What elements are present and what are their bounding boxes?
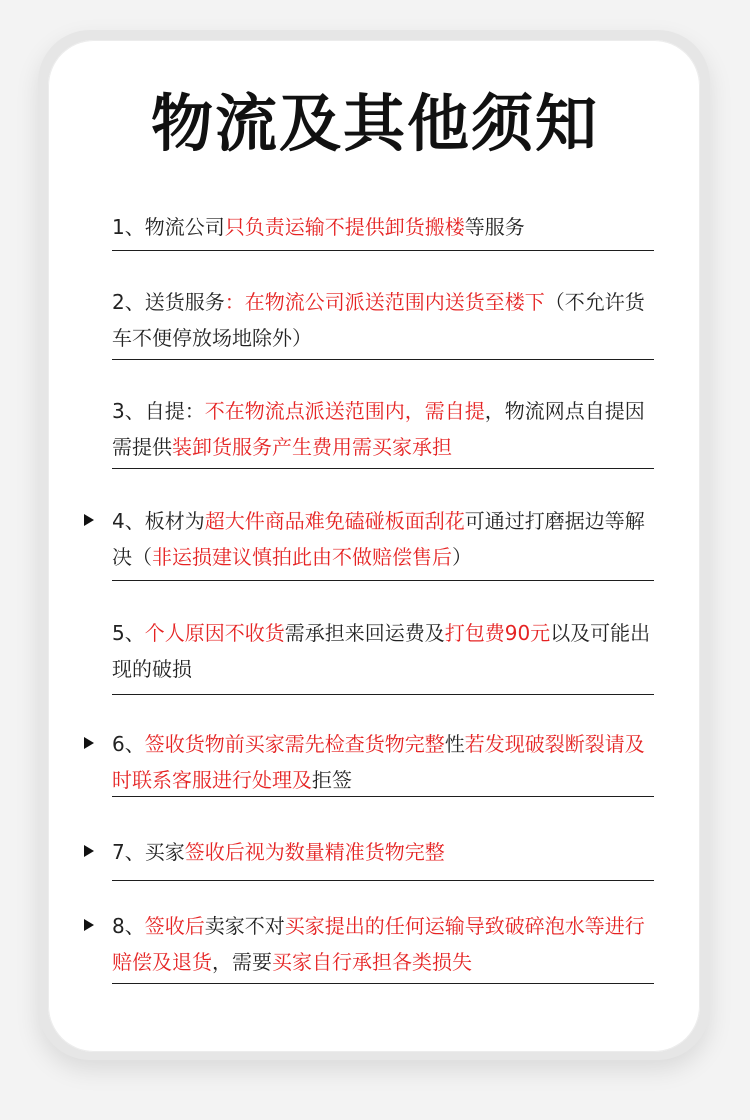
item-segment: 非运损建议慎拍此由不做赔偿售后 <box>152 545 452 569</box>
item-segment: 签收后 <box>144 914 205 938</box>
item-segment: 6、 <box>112 732 145 756</box>
item-segment: 若发现破裂断裂请及时联系客服进行处理及 <box>112 732 645 792</box>
notice-item-text <box>112 615 654 687</box>
item-segment: 可通过打磨据边等解决（ <box>112 509 645 569</box>
page-title: 物流及其他须知 <box>150 87 599 160</box>
item-segment: 个人原因不收货 <box>144 621 285 645</box>
item-segment: 超大件商品难免磕碰板面刮花 <box>204 509 465 533</box>
notice-item-6 <box>112 726 654 797</box>
item-segment: 8、 <box>112 914 145 938</box>
notice-item-1 <box>112 209 654 251</box>
item-segment: （不允许货车不便停放场地除外） <box>112 290 645 350</box>
item-segment: 等服务 <box>464 215 525 239</box>
notice-item-3 <box>112 393 654 469</box>
item-segment: 只负责运输不提供卸货搬楼 <box>224 215 465 239</box>
item-segment: 拒签 <box>312 768 352 792</box>
notice-item-text <box>112 209 654 245</box>
item-segment: 打包费90元 <box>444 621 551 645</box>
item-segment: ） <box>452 545 472 569</box>
notice-item-text <box>112 284 654 356</box>
item-segment: 买家自行承担各类损失 <box>272 950 472 974</box>
notice-item-4 <box>112 503 654 581</box>
item-segment: 2、送货服务 <box>112 290 225 314</box>
item-segment: 签收后视为数量精准货物完整 <box>184 840 445 864</box>
item-segment: 不在物流点派送范围内，需自提 <box>204 399 485 423</box>
item-segment: 装卸货服务产生费用需买家承担 <box>172 435 452 459</box>
item-segment: ，物流网点自提因需提供 <box>112 399 645 459</box>
item-segment: 签收货物前买家需先检查货物完整 <box>144 732 445 756</box>
notice-item-7 <box>112 834 654 881</box>
play-arrow-icon <box>84 845 94 857</box>
item-segment: ：在物流公司派送范围内送货至楼下 <box>224 290 545 314</box>
item-segment: 买家提出的任何运输导致破碎泡水等进行赔偿及退货 <box>112 914 645 974</box>
play-arrow-icon <box>84 514 94 526</box>
item-segment: 3、自提： <box>112 399 205 423</box>
notice-item-2 <box>112 284 654 360</box>
notice-item-8 <box>112 908 654 984</box>
play-arrow-icon <box>84 737 94 749</box>
notice-item-text <box>112 834 654 870</box>
notice-item-5 <box>112 615 654 695</box>
play-arrow-icon <box>84 919 94 931</box>
notice-item-text <box>112 908 654 980</box>
item-segment: ，需要 <box>212 950 272 974</box>
item-segment: 性 <box>444 732 465 756</box>
item-segment: 卖家不对 <box>204 914 285 938</box>
item-segment: 5、 <box>112 621 145 645</box>
item-segment: 以及可能出现的破损 <box>112 621 651 681</box>
item-segment: 4、板材为 <box>112 509 205 533</box>
notice-item-text <box>112 726 654 798</box>
notice-item-text <box>112 503 654 575</box>
item-segment: 1、物流公司 <box>112 215 225 239</box>
item-segment: 需承担来回运费及 <box>284 621 445 645</box>
item-segment: 7、买家 <box>112 840 185 864</box>
notice-item-text <box>112 393 654 465</box>
